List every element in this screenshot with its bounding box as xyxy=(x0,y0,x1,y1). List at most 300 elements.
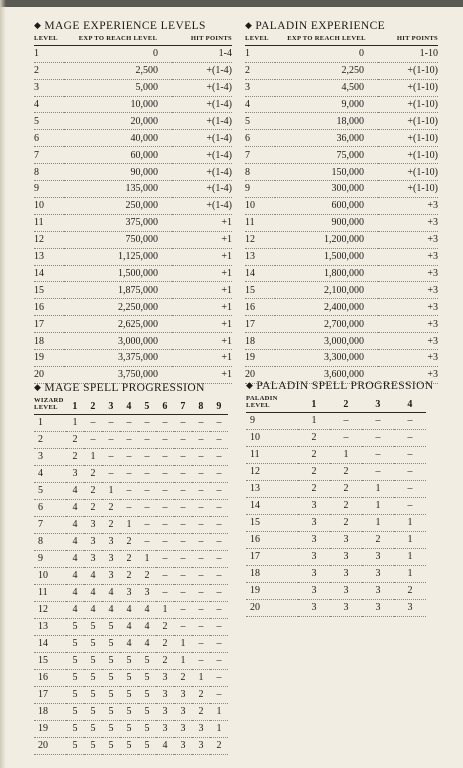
spell-count-cell: – xyxy=(210,499,228,516)
column-header-spell-level: 2 xyxy=(90,401,96,413)
table-row xyxy=(34,248,232,265)
spell-count-cell: 5 xyxy=(84,703,102,720)
level-cell: 11 xyxy=(246,446,298,463)
level-cell: 12 xyxy=(246,463,298,480)
level-cell: 14 xyxy=(34,635,66,652)
column-header-spell-level: 1 xyxy=(72,401,78,413)
table-row xyxy=(246,463,426,480)
spell-count-cell: 3 xyxy=(362,565,394,582)
hit-points-cell: +3 xyxy=(378,282,438,299)
hit-points-cell: +1 xyxy=(172,214,232,231)
spell-count-cell: 2 xyxy=(138,567,156,584)
column-header-spell-level: 2 xyxy=(343,399,349,411)
level-cell: 10 xyxy=(246,429,298,446)
table-row xyxy=(34,96,232,113)
spell-count-cell: 3 xyxy=(298,514,330,531)
table-row xyxy=(34,181,232,198)
spell-count-cell: – xyxy=(120,465,138,482)
spell-count-cell: – xyxy=(210,533,228,550)
level-cell: 11 xyxy=(34,214,64,231)
level-cell: 9 xyxy=(246,412,298,429)
spell-count-cell: 1 xyxy=(84,448,102,465)
spell-count-cell: 1 xyxy=(362,514,394,531)
spell-count-cell: – xyxy=(174,414,192,431)
spell-count-cell: 5 xyxy=(138,652,156,669)
spell-count-cell: – xyxy=(174,482,192,499)
table-row xyxy=(34,316,232,333)
spell-count-cell: 1 xyxy=(192,669,210,686)
exp-cell: 900,000 xyxy=(275,214,378,231)
spell-count-cell: 5 xyxy=(138,720,156,737)
exp-cell: 3,375,000 xyxy=(64,349,172,366)
table-row xyxy=(34,349,232,366)
spell-count-cell: – xyxy=(138,499,156,516)
table-row xyxy=(246,531,426,548)
table-row xyxy=(34,737,228,754)
column-header-level: WIZARD LEVEL xyxy=(34,397,64,411)
spell-count-cell: – xyxy=(394,446,426,463)
spell-count-cell: 5 xyxy=(102,737,120,754)
paladin-spell-section xyxy=(246,380,434,617)
spell-count-cell: – xyxy=(192,414,210,431)
spell-count-cell: 1 xyxy=(394,548,426,565)
exp-cell: 2,500 xyxy=(64,62,172,79)
spell-count-cell: – xyxy=(192,482,210,499)
table-row xyxy=(34,231,232,248)
hit-points-cell: +(1-10) xyxy=(378,113,438,130)
level-cell: 16 xyxy=(34,299,64,316)
spell-count-cell: – xyxy=(210,584,228,601)
spell-count-cell: – xyxy=(156,499,174,516)
spell-count-cell: – xyxy=(120,482,138,499)
exp-cell: 1,200,000 xyxy=(275,231,378,248)
spell-count-cell: – xyxy=(174,584,192,601)
spell-count-cell: 5 xyxy=(66,669,84,686)
level-cell: 20 xyxy=(34,366,64,383)
spell-count-cell: – xyxy=(174,533,192,550)
level-cell: 2 xyxy=(245,62,275,79)
level-cell: 10 xyxy=(34,197,64,214)
table-row xyxy=(34,45,232,62)
level-cell: 14 xyxy=(246,497,298,514)
spell-count-cell: – xyxy=(192,567,210,584)
table-row xyxy=(245,45,438,62)
hit-points-cell: +(1-10) xyxy=(378,79,438,96)
exp-cell: 1,125,000 xyxy=(64,248,172,265)
mage-spell-section xyxy=(34,382,228,755)
table-row xyxy=(34,516,228,533)
level-cell: 17 xyxy=(34,686,66,703)
mage-experience-title: ◆ MAGE EXPERIENCE LEVELS xyxy=(34,20,206,32)
level-cell: 7 xyxy=(34,516,66,533)
spell-count-cell: 4 xyxy=(156,737,174,754)
hit-points-cell: +1 xyxy=(172,316,232,333)
table-row xyxy=(246,565,426,582)
spell-count-cell: 1 xyxy=(394,514,426,531)
spell-count-cell: – xyxy=(120,414,138,431)
table-row xyxy=(245,333,438,350)
level-cell: 3 xyxy=(34,79,64,96)
spell-count-cell: 5 xyxy=(66,720,84,737)
table-row xyxy=(246,446,426,463)
spell-count-cell: 2 xyxy=(84,482,102,499)
spell-count-cell: 1 xyxy=(210,703,228,720)
spell-count-cell: – xyxy=(138,431,156,448)
spell-count-cell: 5 xyxy=(102,669,120,686)
spell-count-cell: 5 xyxy=(66,652,84,669)
level-cell: 1 xyxy=(34,414,66,431)
exp-cell: 750,000 xyxy=(64,231,172,248)
hit-points-cell: +1 xyxy=(172,349,232,366)
spell-count-cell: 1 xyxy=(362,480,394,497)
mage-spell-title: ◆ MAGE SPELL PROGRESSION xyxy=(34,382,205,394)
spell-count-cell: – xyxy=(210,550,228,567)
exp-cell: 20,000 xyxy=(64,113,172,130)
spell-count-cell: 3 xyxy=(156,703,174,720)
spell-count-cell: – xyxy=(394,463,426,480)
exp-cell: 3,300,000 xyxy=(275,349,378,366)
spell-count-cell: – xyxy=(120,431,138,448)
level-cell: 16 xyxy=(246,531,298,548)
spell-count-cell: 5 xyxy=(84,635,102,652)
hit-points-cell: +1 xyxy=(172,282,232,299)
spell-count-cell: 5 xyxy=(84,669,102,686)
exp-cell: 2,100,000 xyxy=(275,282,378,299)
paladin-experience-table xyxy=(245,36,438,384)
table-row xyxy=(34,635,228,652)
spell-count-cell: 5 xyxy=(66,618,84,635)
table-header-row xyxy=(34,398,228,414)
spell-count-cell: – xyxy=(192,652,210,669)
spell-count-cell: – xyxy=(210,448,228,465)
hit-points-cell: +3 xyxy=(378,231,438,248)
hit-points-cell: +1 xyxy=(172,366,232,383)
spell-count-cell: – xyxy=(120,448,138,465)
spell-count-cell: – xyxy=(210,465,228,482)
hit-points-cell: +3 xyxy=(378,197,438,214)
level-cell: 5 xyxy=(34,482,66,499)
spell-count-cell: – xyxy=(330,412,362,429)
spell-count-cell: 4 xyxy=(84,584,102,601)
spell-count-cell: – xyxy=(394,480,426,497)
exp-cell: 10,000 xyxy=(64,96,172,113)
spell-count-cell: – xyxy=(156,533,174,550)
spell-count-cell: 4 xyxy=(66,550,84,567)
column-header-hit-points: HIT POINTS xyxy=(396,35,438,42)
hit-points-cell: +(1-4) xyxy=(172,113,232,130)
hit-points-cell: +(1-10) xyxy=(378,164,438,181)
spell-count-cell: – xyxy=(192,618,210,635)
level-cell: 13 xyxy=(34,618,66,635)
spell-count-cell: 2 xyxy=(330,497,362,514)
exp-cell: 3,600,000 xyxy=(275,366,378,383)
level-cell: 15 xyxy=(246,514,298,531)
spell-count-cell: – xyxy=(210,431,228,448)
spell-count-cell: 4 xyxy=(84,567,102,584)
spell-count-cell: 1 xyxy=(394,565,426,582)
exp-cell: 2,250,000 xyxy=(64,299,172,316)
spell-count-cell: 4 xyxy=(102,601,120,618)
table-row xyxy=(245,282,438,299)
column-header-hit-points: HIT POINTS xyxy=(190,35,232,42)
spell-count-cell: 5 xyxy=(84,618,102,635)
spell-count-cell: 5 xyxy=(66,686,84,703)
spell-count-cell: – xyxy=(156,448,174,465)
hit-points-cell: +(1-4) xyxy=(172,62,232,79)
paladin-experience-section xyxy=(245,20,438,384)
spell-count-cell: 5 xyxy=(102,635,120,652)
spell-count-cell: 4 xyxy=(66,584,84,601)
spell-count-cell: – xyxy=(362,446,394,463)
table-row xyxy=(245,231,438,248)
exp-cell: 1,500,000 xyxy=(275,248,378,265)
hit-points-cell: +(1-4) xyxy=(172,79,232,96)
spell-count-cell: 5 xyxy=(84,720,102,737)
spell-count-cell: 4 xyxy=(120,635,138,652)
spell-count-cell: – xyxy=(362,412,394,429)
column-header-spell-level: 3 xyxy=(375,399,381,411)
column-header-level: LEVEL xyxy=(245,35,269,42)
level-cell: 8 xyxy=(34,164,64,181)
spell-count-cell: 1 xyxy=(66,414,84,431)
level-cell: 19 xyxy=(245,349,275,366)
exp-cell: 3,000,000 xyxy=(275,333,378,350)
table-row xyxy=(34,130,232,147)
hit-points-cell: +1 xyxy=(172,299,232,316)
spell-count-cell: 2 xyxy=(192,686,210,703)
spell-count-cell: – xyxy=(138,533,156,550)
table-row xyxy=(246,497,426,514)
spell-count-cell: – xyxy=(84,414,102,431)
diamond-bullet-icon: ◆ xyxy=(245,20,253,30)
paladin-spell-table xyxy=(246,396,426,617)
exp-cell: 2,400,000 xyxy=(275,299,378,316)
spell-count-cell: 3 xyxy=(192,737,210,754)
spell-count-cell: 5 xyxy=(120,720,138,737)
hit-points-cell: +1 xyxy=(172,248,232,265)
spell-count-cell: 5 xyxy=(120,703,138,720)
exp-cell: 1,500,000 xyxy=(64,265,172,282)
column-header-spell-level: 5 xyxy=(144,401,150,413)
spell-count-cell: 3 xyxy=(84,516,102,533)
exp-cell: 40,000 xyxy=(64,130,172,147)
level-cell: 14 xyxy=(245,265,275,282)
level-cell: 20 xyxy=(245,366,275,383)
spell-count-cell: – xyxy=(174,550,192,567)
hit-points-cell: +(1-10) xyxy=(378,96,438,113)
hit-points-cell: +(1-4) xyxy=(172,130,232,147)
exp-cell: 600,000 xyxy=(275,197,378,214)
spell-count-cell: 2 xyxy=(330,480,362,497)
diamond-bullet-icon: ◆ xyxy=(246,380,254,390)
table-row xyxy=(245,62,438,79)
spell-count-cell: 5 xyxy=(138,703,156,720)
level-cell: 18 xyxy=(34,333,64,350)
hit-points-cell: +3 xyxy=(378,366,438,383)
exp-cell: 4,500 xyxy=(275,79,378,96)
spell-count-cell: 5 xyxy=(102,720,120,737)
level-cell: 6 xyxy=(245,130,275,147)
hit-points-cell: +3 xyxy=(378,214,438,231)
spell-count-cell: 2 xyxy=(298,429,330,446)
column-header-level: PALADIN LEVEL xyxy=(246,395,278,409)
spell-count-cell: – xyxy=(210,567,228,584)
table-header-row xyxy=(246,396,426,412)
table-row xyxy=(34,720,228,737)
spell-count-cell: 2 xyxy=(120,533,138,550)
spell-count-cell: – xyxy=(120,499,138,516)
spell-count-cell: – xyxy=(102,431,120,448)
spell-count-cell: 3 xyxy=(174,686,192,703)
table-row xyxy=(245,147,438,164)
level-cell: 9 xyxy=(245,181,275,198)
level-cell: 15 xyxy=(245,282,275,299)
exp-cell: 250,000 xyxy=(64,197,172,214)
spell-count-cell: – xyxy=(362,463,394,480)
table-row xyxy=(245,316,438,333)
spell-count-cell: – xyxy=(156,567,174,584)
hit-points-cell: +(1-10) xyxy=(378,147,438,164)
spell-count-cell: 4 xyxy=(138,635,156,652)
spell-count-cell: 2 xyxy=(120,550,138,567)
spell-count-cell: – xyxy=(156,550,174,567)
level-cell: 12 xyxy=(34,231,64,248)
spell-count-cell: 5 xyxy=(84,737,102,754)
level-cell: 16 xyxy=(245,299,275,316)
spell-count-cell: 3 xyxy=(84,533,102,550)
hit-points-cell: +(1-10) xyxy=(378,130,438,147)
spell-count-cell: – xyxy=(192,550,210,567)
spell-count-cell: – xyxy=(102,414,120,431)
spell-count-cell: 5 xyxy=(138,686,156,703)
spell-count-cell: – xyxy=(210,618,228,635)
table-row xyxy=(34,601,228,618)
exp-cell: 0 xyxy=(64,45,172,62)
spell-count-cell: 4 xyxy=(66,499,84,516)
hit-points-cell: +3 xyxy=(378,299,438,316)
level-cell: 19 xyxy=(34,349,64,366)
spell-count-cell: – xyxy=(210,482,228,499)
hit-points-cell: +1 xyxy=(172,265,232,282)
level-cell: 8 xyxy=(34,533,66,550)
spell-count-cell: 3 xyxy=(362,548,394,565)
level-cell: 12 xyxy=(245,231,275,248)
column-header-spell-level: 7 xyxy=(180,401,186,413)
table-row xyxy=(34,533,228,550)
spell-count-cell: 3 xyxy=(102,550,120,567)
spell-count-cell: 3 xyxy=(174,720,192,737)
level-cell: 17 xyxy=(34,316,64,333)
page-spine-shadow xyxy=(0,0,6,768)
spell-count-cell: – xyxy=(210,414,228,431)
spell-count-cell: 1 xyxy=(174,635,192,652)
spell-count-cell: 2 xyxy=(210,737,228,754)
exp-cell: 300,000 xyxy=(275,181,378,198)
top-edge-strip xyxy=(0,0,463,7)
spell-count-cell: – xyxy=(174,618,192,635)
table-row xyxy=(246,514,426,531)
hit-points-cell: +(1-4) xyxy=(172,96,232,113)
spell-count-cell: 2 xyxy=(84,499,102,516)
table-row xyxy=(34,147,232,164)
level-cell: 1 xyxy=(34,45,64,62)
level-cell: 15 xyxy=(34,652,66,669)
spell-count-cell: 4 xyxy=(138,618,156,635)
table-row xyxy=(34,414,228,431)
spell-count-cell: 3 xyxy=(298,565,330,582)
spell-count-cell: 2 xyxy=(156,635,174,652)
hit-points-cell: +3 xyxy=(378,333,438,350)
spell-count-cell: 5 xyxy=(138,669,156,686)
spell-count-cell: 3 xyxy=(156,720,174,737)
table-row xyxy=(246,582,426,599)
spell-count-cell: 3 xyxy=(298,599,330,616)
table-row xyxy=(34,567,228,584)
table-row xyxy=(34,703,228,720)
spell-count-cell: – xyxy=(192,448,210,465)
table-row xyxy=(34,550,228,567)
level-cell: 6 xyxy=(34,130,64,147)
mage-experience-table xyxy=(34,36,232,384)
spell-count-cell: 1 xyxy=(102,482,120,499)
table-row xyxy=(34,652,228,669)
level-cell: 13 xyxy=(246,480,298,497)
level-cell: 8 xyxy=(245,164,275,181)
level-cell: 20 xyxy=(246,599,298,616)
table-row xyxy=(34,686,228,703)
level-cell: 18 xyxy=(34,703,66,720)
exp-cell: 90,000 xyxy=(64,164,172,181)
spell-count-cell: 1 xyxy=(362,497,394,514)
spell-count-cell: 2 xyxy=(120,567,138,584)
spell-count-cell: – xyxy=(192,601,210,618)
table-row xyxy=(34,79,232,96)
spell-count-cell: 1 xyxy=(138,550,156,567)
spell-count-cell: – xyxy=(138,448,156,465)
spell-count-cell: 5 xyxy=(102,618,120,635)
level-cell: 6 xyxy=(34,499,66,516)
level-cell: 16 xyxy=(34,669,66,686)
column-header-spell-level: 4 xyxy=(126,401,132,413)
spell-count-cell: 3 xyxy=(330,548,362,565)
spell-count-cell: 5 xyxy=(102,652,120,669)
spell-count-cell: 5 xyxy=(102,703,120,720)
spell-count-cell: – xyxy=(192,516,210,533)
table-row xyxy=(245,130,438,147)
spell-count-cell: 3 xyxy=(174,703,192,720)
level-cell: 2 xyxy=(34,431,66,448)
hit-points-cell: +3 xyxy=(378,248,438,265)
table-row xyxy=(34,584,228,601)
table-row xyxy=(245,79,438,96)
spell-count-cell: 4 xyxy=(120,618,138,635)
spell-count-cell: 3 xyxy=(66,465,84,482)
table-row xyxy=(34,465,228,482)
spell-count-cell: – xyxy=(192,499,210,516)
level-cell: 11 xyxy=(245,214,275,231)
table-row xyxy=(34,197,232,214)
spell-count-cell: 5 xyxy=(66,635,84,652)
exp-cell: 2,700,000 xyxy=(275,316,378,333)
level-cell: 13 xyxy=(34,248,64,265)
spell-count-cell: 2 xyxy=(298,480,330,497)
column-header-exp: EXP TO REACH LEVEL xyxy=(78,35,158,42)
spell-count-cell: – xyxy=(174,431,192,448)
spell-count-cell: 3 xyxy=(330,565,362,582)
spell-count-cell: – xyxy=(174,448,192,465)
spell-count-cell: – xyxy=(192,533,210,550)
spell-count-cell: – xyxy=(84,431,102,448)
